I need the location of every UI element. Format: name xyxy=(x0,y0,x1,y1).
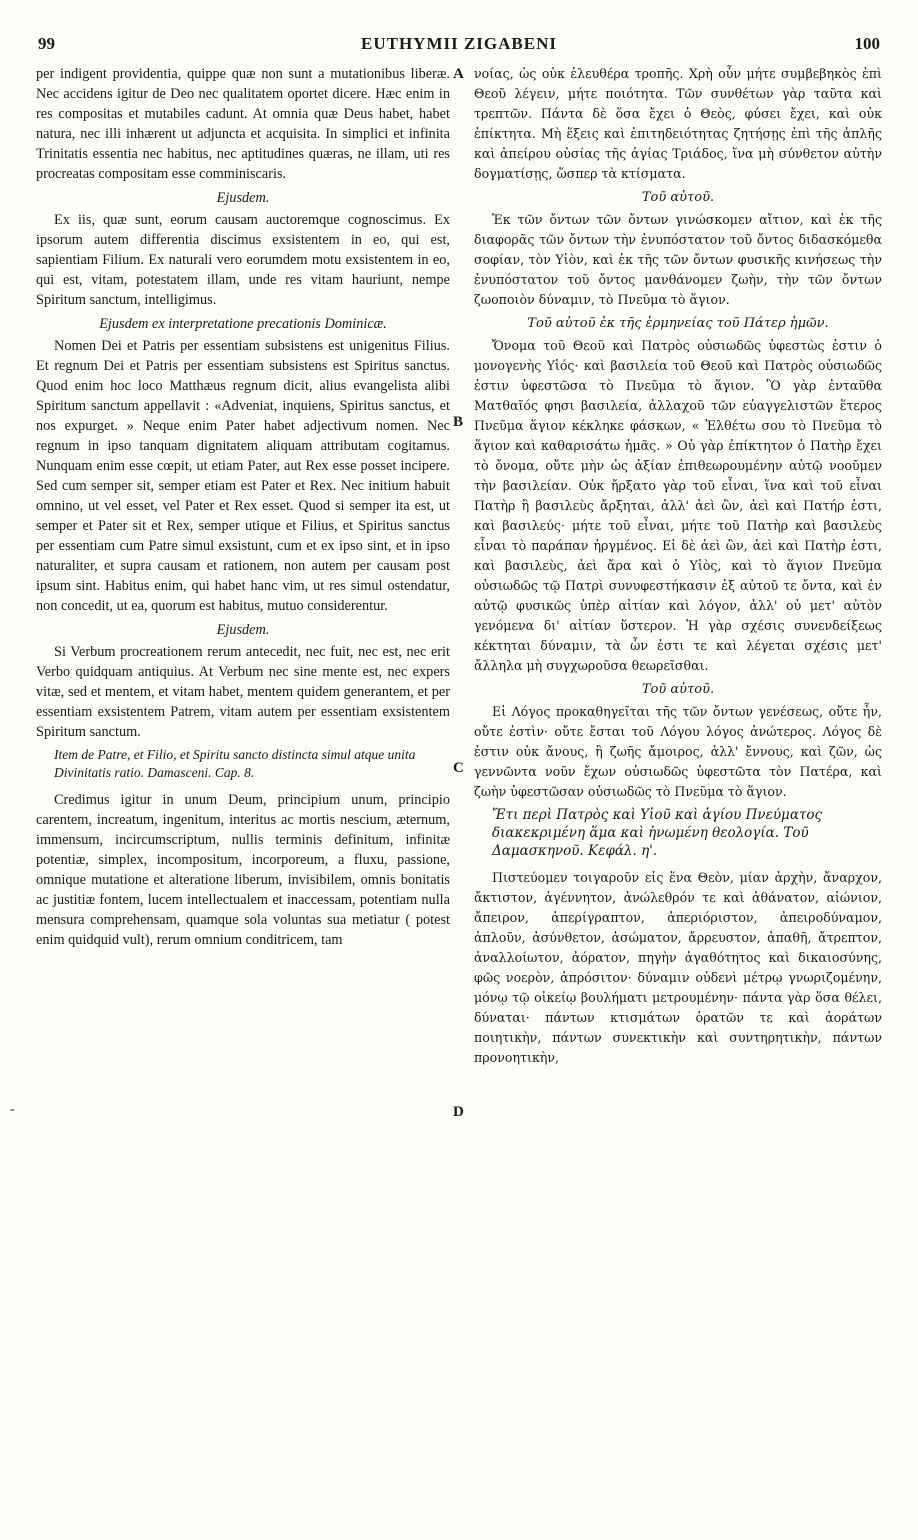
latin-heading: Ejusdem. xyxy=(216,190,270,206)
page-number-left: 99 xyxy=(38,34,55,53)
greek-paragraph: Πιστεύομεν τοιγαροῦν εἰς ἕνα Θεὸν, μίαν ἀρχὴν, ἄναρχον, ἄκτιστον, ἀγέννητον, ἀνώλεθρόν τε καὶ ἀθάνατον, αἰώνιον, ἄπειρον, ἀπερίγραπτον, ἀπεριόριστον, ἀπειροδύναμον, ἁπλοῦν, ἀσύνθετον, ἀσώματον, ἄρρευστον, ἀπαθῆ, ἄτρεπτον, ἀναλλοίωτον, ἀόρατον, πηγὴν ἀγαθότητος καὶ δικαιοσύνης, φῶς νοερὸν, ἀπρόσιτον· δύναμιν οὐδενὶ μέτρῳ γνωριζομένην, μόνῳ τῷ οἰκείῳ βουλήματι μετρουμένην· πάντα γὰρ ὅσα θέλει, δύναται· πάντων κτισμάτων ὁρατῶν τε καὶ ἀοράτων ποιητικὴν, πάντων συνεκτικὴν καὶ συντηρητικὴν, πάντων προνοητικὴν, xyxy=(474,870,882,1065)
section-marker-b: B xyxy=(453,414,464,430)
greek-chapter-heading: Ἔτι περὶ Πατρὸς καὶ Υἱοῦ καὶ ἁγίου Πνεύματος διακεκριμένη ἅμα καὶ ἡνωμένη θεολογία. Τοῦ Δαμασκηνοῦ. Κεφάλ. η'. xyxy=(492,807,823,859)
latin-paragraph: Ex iis, quæ sunt, eorum causam auctoremque cognoscimus. Ex ipsorum autem differentia discimus exsistentem in eo, qui est, sapientiam Filium. Ex naturali vero eorumdem motu exsistentem in eo, qui est, vitam, potestatem illam, unde res vitam hauriunt, nempe Spiritum sanctum, intelligimus. xyxy=(36,212,450,308)
greek-heading: Τοῦ αὐτοῦ. xyxy=(641,190,715,205)
section-marker-d: D xyxy=(453,1104,464,1120)
margin-mark: - xyxy=(10,1102,15,1117)
latin-paragraph: Nomen Dei et Patris per essentiam subsistens est unigenitus Filius. Et regnum Dei et Patris per essentiam subsistens est Spiritus sanctus. Quod enim hoc loco Matthæus regnum dicit, alius evangelista alibi Spiritum sanctum appellavit : «Adveniat, inquiens, Spiritus sanctus, et nos expurget. » Neque enim Pater habet adjectivum nomen. Nec regnum in ipso tanquam dignitatem aliquam attributam cogitamus. Nunquam enim esse cœpit, ut etiam Pater, aut Rex esse posset incipere. Sed cum semper sit, semper etiam est Pater et Rex. Nec initium habuit omnino, ut vel esset, vel Pater et Rex esset. Quod si semper ita est, ut semper et Pater sit et Rex, semper utique et Filius, et Spiritus sanctus per essentiam cum Patre simul exsistunt, cum et ex ipso sint, et in ipso naturaliter, et supra causam et rationem, non autem per causam post ipsum sint. Habitus enim, qui habet hanc vim, ut res simul ostendatur, non concedit, ut ea, quorum est habitus, mutuo considerentur. xyxy=(36,338,450,614)
running-title: EUTHYMII ZIGABENI xyxy=(360,34,557,53)
greek-column xyxy=(474,64,882,1068)
greek-paragraph: Ὄνομα τοῦ Θεοῦ καὶ Πατρὸς οὐσιωδῶς ὑφεστὼς ἐστιν ὁ μονογενὴς Υἱός· καὶ βασιλεία τοῦ Θεοῦ καὶ Πατρὸς οὐσιωδῶς ἐστιν ὑφεστῶσα τὸ Πνεῦμα τὸ ἅγιον. Ὃ γὰρ ἐνταῦθα Ματθαῖός φησι βασιλεία, ἀλλαχοῦ τῶν εὐαγγελιστῶν ἕτερος Πνεῦμα ἅγιον κέκληκε φάσκων, « Ἐλθέτω σου τὸ Πνεῦμα τὸ ἅγιον καὶ καθαρισάτω ἡμᾶς. » Οὐ γὰρ ἐπίκτητον ὁ Πατὴρ ἔχει τὸ ὄνομα, οὔτε μὴν ὡς ἀξίαν ἐπιθεωρουμένην αὐτῷ νοοῦμεν τὴν βασιλείαν. Οὐκ ἤρξατο γὰρ τοῦ εἶναι, ἵνα καὶ τοῦ εἶναι Πατὴρ ἢ βασιλεὺς ἄρξηται, ἀλλ' ἀεὶ ὢν, ἀεὶ καὶ Πατήρ ἐστι, καὶ βασιλεύς· μήτε τοῦ εἶναι, μήτε τοῦ Πατὴρ καὶ βασιλεὺς εἶναι τὸ παράπαν ἠργμένος. Εἰ δὲ ἀεὶ ὢν, ἀεὶ καὶ Πατὴρ ἐστι, καὶ βασιλεὺς, ἀεὶ ἄρα καὶ ὁ Υἱὸς, καὶ τὸ ἅγιον Πνεῦμα οὐσιωδῶς τῷ Πατρὶ συνυφεστήκασιν ἐξ αὐτοῦ τε ὄντα, καὶ ἐν αὐτῷ φυσικῶς ὑπὲρ αἰτίαν καὶ λόγον, ἀλλ' οὐ μετ' αὐτὸν γενόμενα δι' αἰτίαν ὕστερον. Ἡ γὰρ σχέσις συνενδείξεως κέκτηται δύναμιν, τὰ ὧν ἐστι τε καὶ λέγεται σχέσις μετ' ἄλληλα μὴ συγχωροῦσα θεωρεῖσθαι. xyxy=(474,338,882,673)
greek-paragraph: νοίας, ὡς οὐκ ἐλευθέρα τροπῆς. Χρὴ οὖν μήτε συμβεβηκὸς ἐπὶ Θεοῦ λέγειν, μήτε ποιότητα. Τῶν συνθέτων γὰρ ταῦτα καὶ τρεπτῶν. Πάντα δὲ ὅσα ἔχει ὁ Θεὸς, φύσει ἔχει, καὶ οὐκ ἐπίκτητα. Μὴ ἕξεις καὶ ἐπιτηδειότητας ζητήσῃς ἐπὶ τῆς ἁπλῆς καὶ ἀπείρου οὐσίας τῆς ἁγίας Τριάδος, ἵνα μὴ σύνθετον αὐτὴν δογματίσῃς, ὥσπερ τὰ κτίσματα. xyxy=(474,66,882,181)
page-number-right: 100 xyxy=(854,34,880,53)
latin-heading: Ejusdem. xyxy=(216,622,270,638)
latin-heading: Ejusdem ex interpretatione precationis Dominicæ. xyxy=(99,316,387,332)
greek-paragraph: Εἰ Λόγος προκαθηγεῖται τῆς τῶν ὄντων γενέσεως, οὔτε ἦν, οὔτε ἐστὶν· οὔτε ἔσται τοῦ Λόγου λόγος ἀνώτερος. Λόγος δὲ ἐστιν οὐκ ἄνους, ἢ ζωῆς ἄμοιρος, ἀλλ' ἔννους, καὶ ζῶν, ὡς γεννῶντα νοῦν ἔχων οὐσιωδῶς ὑφεστῶτα τὸν Πατέρα, καὶ ζωὴν ὑφεστῶσαν οὐσιωδῶς τὸ Πνεῦμα τὸ ἅγιον. xyxy=(474,704,882,799)
greek-heading: Τοῦ αὐτοῦ. xyxy=(641,682,715,697)
latin-paragraph: per indigent providentia, quippe quæ non sunt a mutationibus liberæ. Nec accidens igitur de Deo nec qualitatem oportet dicere. Hæc enim in res compositas et mutabiles cadunt. At omnia quæ Deus habet, habet natura, nec illi inhærent ut adjuncta et acquisita. In simplici et infinita Trinitatis essentia nec habitus, nec aptitudines quæras, ne illam, uti res procreatas compositam esse comminiscaris. xyxy=(36,66,450,182)
latin-column xyxy=(36,64,450,950)
section-marker-c: C xyxy=(453,760,464,776)
section-marker-a: A xyxy=(453,66,464,82)
latin-paragraph: Si Verbum procreationem rerum antecedit, nec fuit, nec est, nec erit Verbo quidquam antiquius. At Verbum nec sine mente est, nec expers vitæ, sed et mentem, et vitam habet, mentem quidem generantem, et per essentiam exsistentem Patrem, vitam autem per essentiam exsistentem Spiritum sanctum. xyxy=(36,644,450,740)
latin-paragraph: Credimus igitur in unum Deum, principium unum, principio carentem, increatum, ingenitum, interitus ac mortis nescium, æternum, immensum, incircumscriptum, nullis terminis definitum, infinitæ potentiæ, simplex, incompositum, incorporeum, a fluxu, passione, omnique mutatione et alteratione liberum, invisibilem, omnis bonitatis ac justitiæ fontem, lucem intellectualem et inaccessam, potentiam nulla mensura comprehensam, quamque sola voluntas sua metiatur ( potest enim quidquid vult), rerum omnium conditricem, tam xyxy=(36,792,450,948)
greek-paragraph: Ἐκ τῶν ὄντων τῶν ὄντων γινώσκομεν αἴτιον, καὶ ἐκ τῆς διαφορᾶς τῶν ὄντων τὴν ἐνυπόστατον τοῦ ὄντος διδασκόμεθα σοφίαν, τὸν Υἱὸν, καὶ ἐκ τῆς τῶν ὄντων φυσικῆς κινήσεως τὴν ἐνυπόστατον τοῦ ὄντος μανθάνομεν ζωὴν, τὴν τῶν ὄντων ζωοποιὸν δύναμιν, τὸ Πνεῦμα τὸ ἅγιον. xyxy=(474,212,882,307)
page-header xyxy=(30,34,888,60)
latin-chapter-heading: Item de Patre, et Filio, et Spiritu sancto distincta simul atque unita Divinitatis ratio. Damasceni. Cap. 8. xyxy=(54,747,416,780)
greek-heading: Τοῦ αὐτοῦ ἐκ τῆς ἑρμηνείας τοῦ Πάτερ ἡμῶν. xyxy=(527,316,829,331)
